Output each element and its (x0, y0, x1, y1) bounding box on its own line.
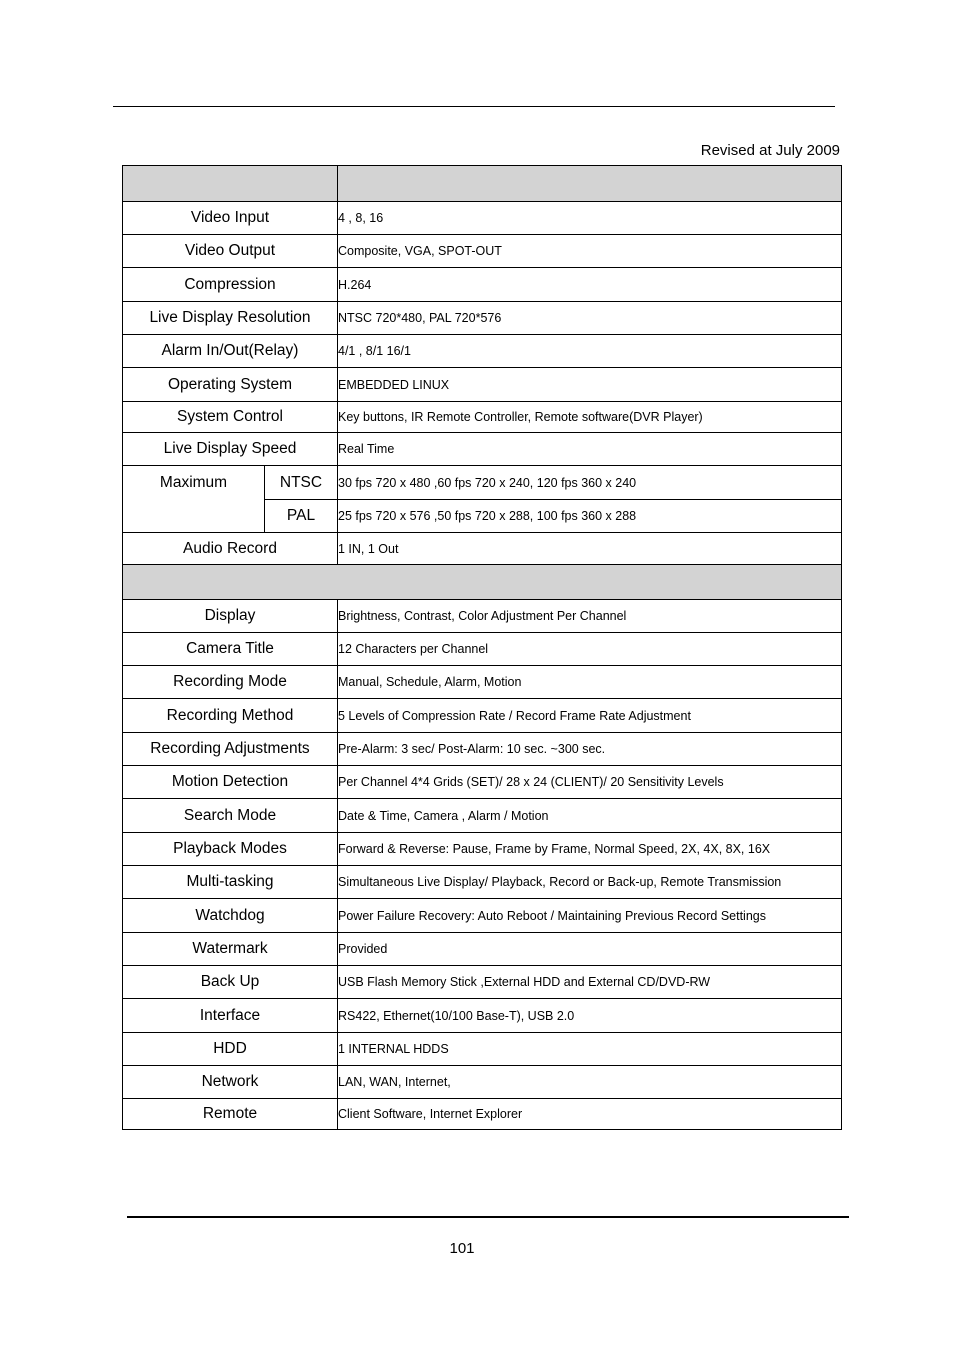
spec-value: Composite, VGA, SPOT-OUT (338, 235, 842, 268)
spec-label: Network (123, 1066, 338, 1099)
spec-table (122, 165, 842, 1130)
pal-value: 25 fps 720 x 576 ,50 fps 720 x 288, 100 fps 360 x 288 (338, 500, 842, 533)
maximum-blank-cell (123, 500, 265, 533)
revised-date: Revised at July 2009 (700, 142, 840, 159)
spec-label: Interface (123, 999, 338, 1033)
spec-value: Per Channel 4*4 Grids (SET)/ 28 x 24 (CLIENT)/ 20 Sensitivity Levels (338, 766, 842, 799)
spec-value: Manual, Schedule, Alarm, Motion (338, 666, 842, 699)
pal-label: PAL (265, 500, 338, 533)
header-cell-right (338, 166, 842, 202)
spec-label: Operating System (123, 368, 338, 402)
spec-label: Live Display Resolution (123, 302, 338, 335)
spec-label: Video Input (123, 202, 338, 235)
spec-value: H.264 (338, 268, 842, 302)
spec-value: 4 , 8, 16 (338, 202, 842, 235)
spec-label: Motion Detection (123, 766, 338, 799)
table-row (123, 933, 842, 966)
spec-value: Brightness, Contrast, Color Adjustment Per Channel (338, 600, 842, 633)
spec-value: USB Flash Memory Stick ,External HDD and External CD/DVD-RW (338, 966, 842, 999)
table-row (123, 866, 842, 899)
table-row-maximum-ntsc (123, 466, 842, 500)
spec-label: Recording Adjustments (123, 733, 338, 766)
page-number: 101 (449, 1240, 475, 1257)
spec-value: Provided (338, 933, 842, 966)
table-row (123, 666, 842, 699)
footer-rule (127, 1216, 849, 1218)
table-row (123, 1066, 842, 1099)
table-row (123, 302, 842, 335)
table-row (123, 433, 842, 466)
spec-label: System Control (123, 402, 338, 433)
table-row (123, 235, 842, 268)
ntsc-label: NTSC (265, 466, 338, 500)
table-row (123, 699, 842, 733)
spec-value: Simultaneous Live Display/ Playback, Record or Back-up, Remote Transmission (338, 866, 842, 899)
spec-value: 12 Characters per Channel (338, 633, 842, 666)
table-row (123, 899, 842, 933)
spec-label: HDD (123, 1033, 338, 1066)
table-row (123, 1099, 842, 1130)
spec-label: Remote (123, 1099, 338, 1130)
spec-value: Pre-Alarm: 3 sec/ Post-Alarm: 10 sec. ~300 sec. (338, 733, 842, 766)
spec-value: 5 Levels of Compression Rate / Record Frame Rate Adjustment (338, 699, 842, 733)
spec-value: 4/1 , 8/1 16/1 (338, 335, 842, 368)
spec-value: RS422, Ethernet(10/100 Base-T), USB 2.0 (338, 999, 842, 1033)
table-row (123, 1033, 842, 1066)
maximum-label: Maximum (123, 466, 265, 500)
spec-label: Back Up (123, 966, 338, 999)
spec-label: Video Output (123, 235, 338, 268)
spec-label: Audio Record (123, 533, 338, 565)
table-row (123, 799, 842, 833)
spec-value: EMBEDDED LINUX (338, 368, 842, 402)
spec-value: Real Time (338, 433, 842, 466)
table-row (123, 833, 842, 866)
table-row-maximum-pal (123, 500, 842, 533)
section-header-cell (123, 565, 842, 600)
spec-value: NTSC 720*480, PAL 720*576 (338, 302, 842, 335)
header-cell-left (123, 166, 338, 202)
spec-label: Playback Modes (123, 833, 338, 866)
table-row (123, 600, 842, 633)
table-row (123, 402, 842, 433)
table-row (123, 368, 842, 402)
ntsc-value: 30 fps 720 x 480 ,60 fps 720 x 240, 120 fps 360 x 240 (338, 466, 842, 500)
spec-value: 1 IN, 1 Out (338, 533, 842, 565)
table-row (123, 999, 842, 1033)
table-row (123, 633, 842, 666)
spec-label: Live Display Speed (123, 433, 338, 466)
spec-value: Client Software, Internet Explorer (338, 1099, 842, 1130)
section-header-row (123, 565, 842, 600)
spec-label: Alarm In/Out(Relay) (123, 335, 338, 368)
table-row (123, 335, 842, 368)
spec-label: Watchdog (123, 899, 338, 933)
spec-value: Date & Time, Camera , Alarm / Motion (338, 799, 842, 833)
table-row (123, 533, 842, 565)
spec-label: Recording Mode (123, 666, 338, 699)
spec-value: Power Failure Recovery: Auto Reboot / Maintaining Previous Record Settings (338, 899, 842, 933)
table-header-row (123, 166, 842, 202)
table-row (123, 268, 842, 302)
table-row (123, 202, 842, 235)
table-row (123, 766, 842, 799)
spec-label: Search Mode (123, 799, 338, 833)
spec-label: Recording Method (123, 699, 338, 733)
spec-label: Compression (123, 268, 338, 302)
table-row (123, 733, 842, 766)
spec-value: Key buttons, IR Remote Controller, Remote software(DVR Player) (338, 402, 842, 433)
spec-value: 1 INTERNAL HDDS (338, 1033, 842, 1066)
spec-label: Multi-tasking (123, 866, 338, 899)
spec-value: LAN, WAN, Internet, (338, 1066, 842, 1099)
header-rule (113, 106, 835, 107)
spec-label: Watermark (123, 933, 338, 966)
spec-value: Forward & Reverse: Pause, Frame by Frame, Normal Speed, 2X, 4X, 8X, 16X (338, 833, 842, 866)
table-row (123, 966, 842, 999)
spec-label: Camera Title (123, 633, 338, 666)
spec-label: Display (123, 600, 338, 633)
